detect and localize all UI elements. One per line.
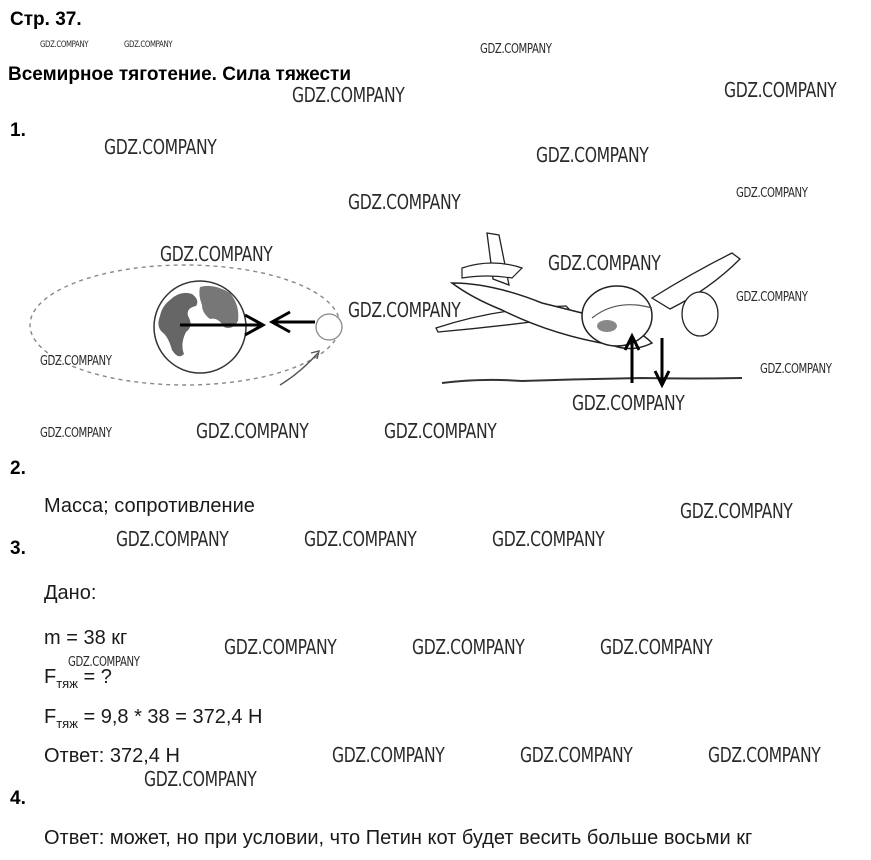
task-3-mass-line: m = 38 кг (44, 627, 128, 649)
task-3-number: 3. (10, 538, 26, 559)
watermark: GDZ.COMPANY (124, 40, 173, 50)
watermark: GDZ.COMPANY (40, 40, 89, 50)
watermark: GDZ.COMPANY (40, 354, 112, 369)
airplane-engine (582, 286, 652, 346)
task-2-answer: Масса; сопротивление (44, 495, 255, 517)
airplane-right-engine (682, 292, 718, 336)
task-4-answer: Ответ: может, но при условии, что Петин кот будет весить больше восьми кг (44, 827, 753, 849)
watermark: GDZ.COMPANY (332, 743, 445, 767)
watermark: GDZ.COMPANY (144, 767, 257, 791)
watermark: GDZ.COMPANY (520, 743, 633, 767)
watermark: GDZ.COMPANY (572, 391, 685, 415)
task-3-answer: Ответ: 372,4 Н (44, 745, 180, 767)
watermark: GDZ.COMPANY (224, 635, 337, 659)
watermark: GDZ.COMPANY (600, 635, 713, 659)
watermark: GDZ.COMPANY (292, 83, 405, 107)
watermark: GDZ.COMPANY (40, 426, 112, 441)
watermark: GDZ.COMPANY (536, 143, 649, 167)
watermark: GDZ.COMPANY (724, 78, 837, 102)
watermark: GDZ.COMPANY (760, 362, 832, 377)
watermark: GDZ.COMPANY (736, 290, 808, 305)
watermark: GDZ.COMPANY (304, 527, 417, 551)
watermark: GDZ.COMPANY (116, 527, 229, 551)
page-number: Стр. 37. (10, 9, 82, 30)
ground-line (442, 378, 742, 383)
task-2-number: 2. (10, 458, 26, 479)
watermark: GDZ.COMPANY (680, 499, 793, 523)
task-4-number: 4. (10, 788, 26, 809)
task-1-number: 1. (10, 120, 26, 141)
task-3-given-label: Дано: (44, 582, 97, 604)
watermark: GDZ.COMPANY (160, 242, 273, 266)
task-3-calc-line: $F_{тяж} = 9,8 * 38 = 372,4$ Н (44, 706, 263, 731)
watermark: GDZ.COMPANY (480, 42, 552, 57)
moon (316, 314, 342, 340)
watermark: GDZ.COMPANY (348, 190, 461, 214)
watermark: GDZ.COMPANY (708, 743, 821, 767)
watermark: GDZ.COMPANY (548, 251, 661, 275)
airplane-tail-wing (462, 263, 522, 278)
watermark: GDZ.COMPANY (196, 419, 309, 443)
watermark: GDZ.COMPANY (412, 635, 525, 659)
watermark: GDZ.COMPANY (384, 419, 497, 443)
watermark: GDZ.COMPANY (68, 655, 140, 670)
watermark: GDZ.COMPANY (104, 135, 217, 159)
orbit-direction-arrow (280, 353, 318, 385)
watermark: GDZ.COMPANY (736, 186, 808, 201)
section-title: Всемирное тяготение. Сила тяжести (8, 64, 352, 85)
earth-orbit-illustration (25, 255, 350, 395)
task-3-unknown-line: $F_{тяж}$ = ? (44, 666, 112, 691)
watermark: GDZ.COMPANY (348, 298, 461, 322)
airplane-propeller-hub (597, 320, 617, 332)
watermark: GDZ.COMPANY (492, 527, 605, 551)
